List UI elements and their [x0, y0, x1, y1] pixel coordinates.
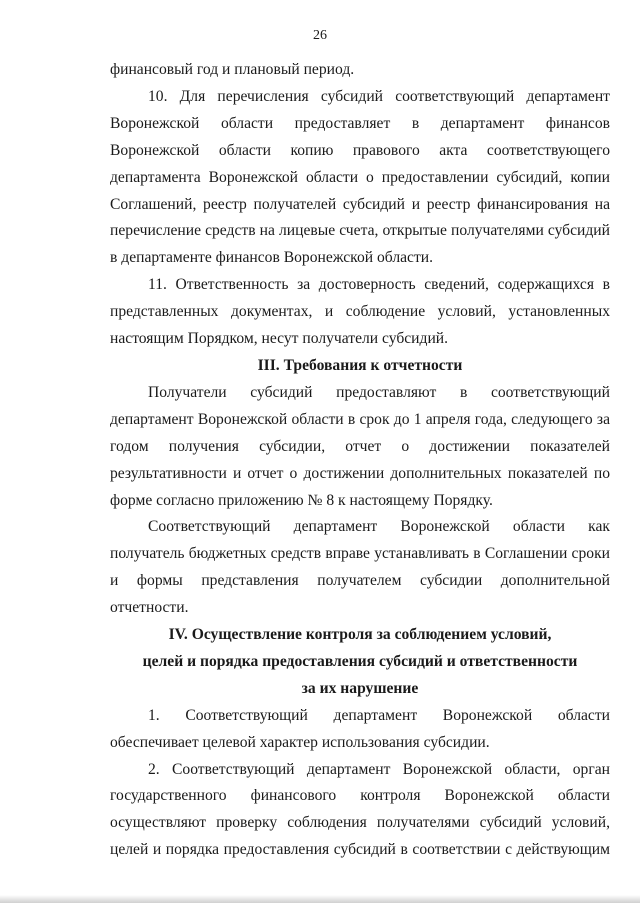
paragraph-item-11: 11. Ответственность за достоверность сведений, содержащихся в представленных документах, и соблюдение условий, установленных настоящим Порядком, несут получатели субсидий. — [110, 276, 610, 348]
paragraph-reporting-2: Соответствующий департамент Воронежской области как получатель бюджетных средств вправе устанавливать в Соглашении сроки и формы представления получателем субсидии дополнительной отчетности. — [110, 518, 610, 617]
section-heading-4-line-2: целей и порядка предоставления субсидий и ответственности — [142, 652, 578, 670]
page-bottom-edge — [0, 895, 640, 903]
document-body — [110, 57, 610, 864]
section-heading-3: III. Требования к отчетности — [257, 356, 463, 374]
paragraph-control-2: 2. Соответствующий департамент Воронежской области, орган государственного финансового контроля Воронежской области осуществляют проверку соблюдения получателями субсидий условий, целей и порядка предоставления субсидий в соответствии с действующим — [110, 760, 610, 859]
section-heading-4-line-3: за их нарушение — [301, 679, 419, 697]
paragraph-continuation: финансовый год и плановый период. — [110, 61, 355, 78]
page-number: 26 — [313, 28, 327, 43]
paragraph-reporting-1: Получатели субсидий предоставляют в соответствующий департамент Воронежской области в срок до 1 апреля года, следующего за годом получения субсидии, отчет о достижении показателей результативности и отчет о достижении дополнительных показателей по форме согласно приложению № 8 к настоящему Порядку. — [110, 383, 610, 509]
section-heading-4-line-1: IV. Осуществление контроля за соблюдением условий, — [168, 626, 552, 644]
paragraph-control-1: 1. Соответствующий департамент Воронежской области обеспечивает целевой характер использования субсидии. — [110, 706, 610, 751]
paragraph-item-10: 10. Для перечисления субсидий соответствующий департамент Воронежской области предоставляет в департамент финансов Воронежской области копию правового акта соответствующего департамента Воронежской области о предоставлении субсидий, копии Соглашений, реестр получателей субсидий и реестр финансирования на перечисление средств на лицевые счета, открытые получателями субсидий в департаменте финансов Воронежской области. — [110, 87, 610, 267]
